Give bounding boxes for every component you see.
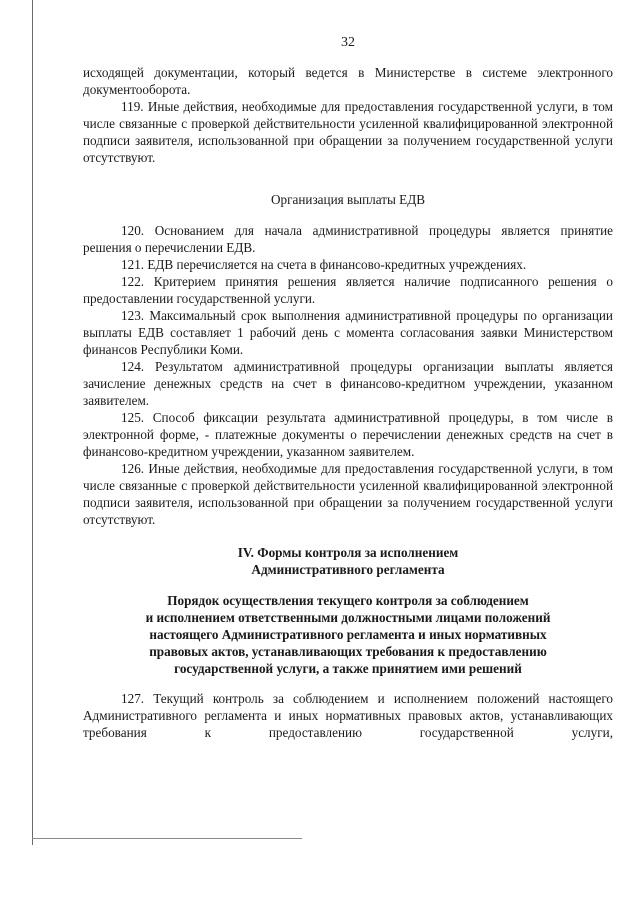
text-block-2 [83,222,613,528]
section-4-heading [83,544,613,578]
subsection-line-4: правовых актов, устанавливающих требования к предоставлению [149,644,547,659]
section-4-line-2: Административного регламента [251,562,445,577]
paragraph-125: 125. Способ фиксации результата административной процедуры, в том числе в электронной форме, - платежные документы о перечислении денежных средств на счет в финансово-кредитном учреждении, указанном заявителем. [83,410,613,459]
paragraph-124: 124. Результатом административной процедуры организации выплаты является зачисление денежных средств на счет в финансово-кредитном учреждении, указанном заявителем. [83,359,613,408]
paragraph-continuation: исходящей документации, который ведется в Министерстве в системе электронного документооборота. [83,65,613,97]
subsection-line-5: государственной услуги, а также принятием ими решений [174,661,522,676]
paragraph-127: 127. Текущий контроль за соблюдением и исполнением положений настоящего Административного регламента и иных нормативных правовых актов, устанавливающих требования к предоставлению государственной услуги, [83,691,613,740]
paragraph-121: 121. ЕДВ перечисляется на счета в финансово-кредитных учреждениях. [121,257,527,272]
paragraph-120: 120. Основанием для начала административной процедуры является принятие решения о перечислении ЕДВ. [83,223,613,255]
heading-payment: Организация выплаты ЕДВ [270,192,426,207]
paragraph-126: 126. Иные действия, необходимые для предоставления государственной услуги, в том числе связанные с проверкой действительности усиленной квалифицированной электронной подписи заявителя, использованной при обращении за получением государственной услуги отсутствуют. [83,461,613,527]
text-block-3 [83,690,613,741]
text-block-1 [83,64,613,166]
page-edge-bottom [32,838,302,839]
subsection-line-2: и исполнением ответственными должностными лицами положений [145,610,551,625]
section-4-line-1: IV. Формы контроля за исполнением [237,545,459,560]
paragraph-122: 122. Критерием принятия решения является наличие подписанного решения о предоставлении государственной услуги. [83,274,613,306]
subsection-line-1: Порядок осуществления текущего контроля за соблюдением [167,593,529,608]
page-number: 32 [341,35,355,50]
page-edge-left [32,0,33,845]
paragraph-123: 123. Максимальный срок выполнения административной процедуры по организации выплаты ЕДВ составляет 1 рабочий день с момента согласования заявки Министерством финансов Республики Коми. [83,308,613,357]
paragraph-119: 119. Иные действия, необходимые для предоставления государственной услуги, в том числе связанные с проверкой действительности усиленной квалифицированной электронной подписи заявителя, использованной при обращении за получением государственной услуги отсутствуют. [83,99,613,165]
subsection-line-3: настоящего Административного регламента и иных нормативных [149,627,547,642]
subsection-heading [83,592,613,677]
